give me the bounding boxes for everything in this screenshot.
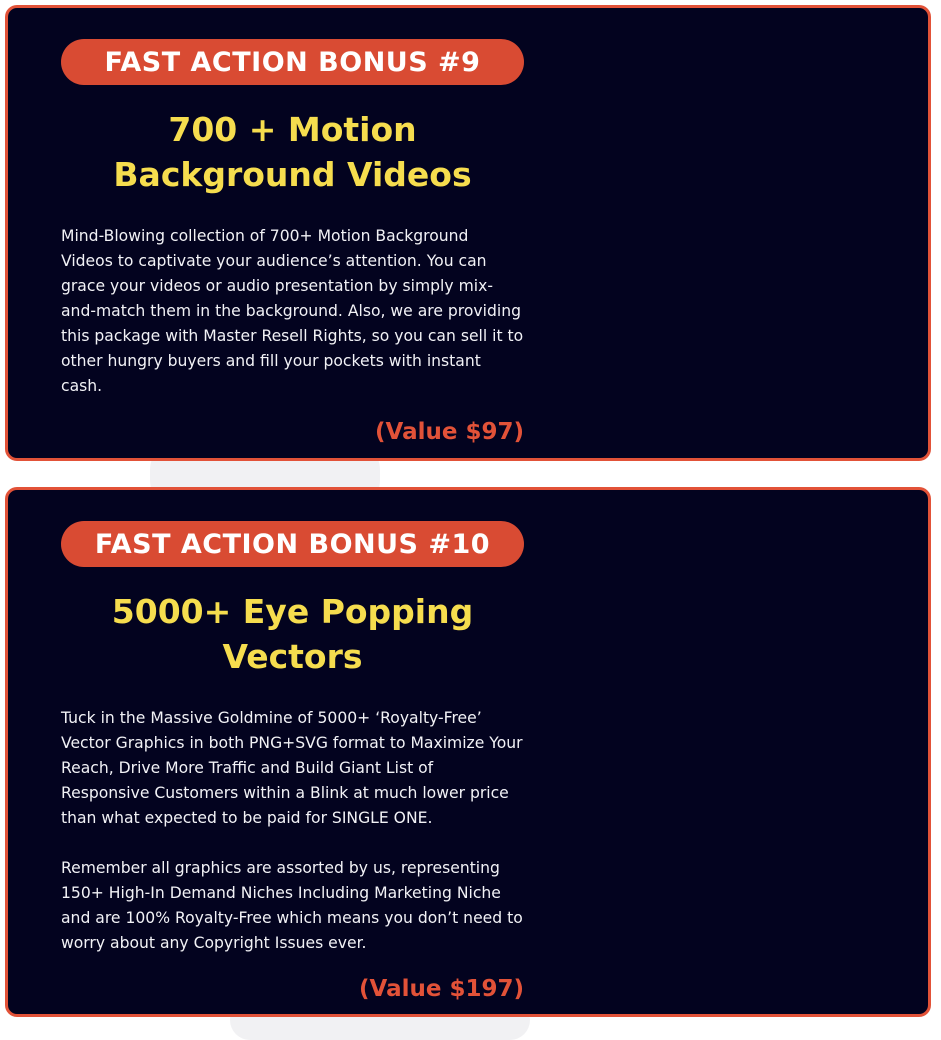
bonus-card-9 — [5, 5, 931, 461]
bonus-badge: FAST ACTION BONUS #10 — [61, 521, 524, 567]
bonus-value: (Value $197) — [359, 976, 524, 1003]
bonus-title: 700 + Motion Background Videos — [113, 110, 472, 194]
bonus-title: 5000+ Eye Popping Vectors — [111, 592, 474, 676]
bonus-card-content — [61, 521, 524, 1004]
bonus-value: (Value $97) — [375, 419, 524, 446]
bonus-description: Tuck in the Massive Goldmine of 5000+ ‘Royalty-Free’ Vector Graphics in both PNG+SVG format to Maximize Your Reach, Drive More Traffic and Build Giant List of Responsive Customers within a Blink at much lower price than what expected to be paid for SINGLE ONE. Remember all graphics are assorted by us, representing 150+ High-In Demand Niches Including Marketing Niche and are 100% Royalty-Free which means you don’t need to worry about any Copyright Issues ever. — [61, 709, 523, 953]
bonus-badge: FAST ACTION BONUS #9 — [61, 39, 524, 85]
bonus-description: Mind-Blowing collection of 700+ Motion Background Videos to captivate your audience’s attention. You can grace your videos or audio presentation by simply mix-and-match them in the background. Also, we are providing this package with Master Resell Rights, so you can sell it to other hungry buyers and fill your pockets with instant cash. — [61, 227, 524, 396]
bonus-card-content — [61, 39, 524, 447]
bonus-card-10 — [5, 487, 931, 1017]
